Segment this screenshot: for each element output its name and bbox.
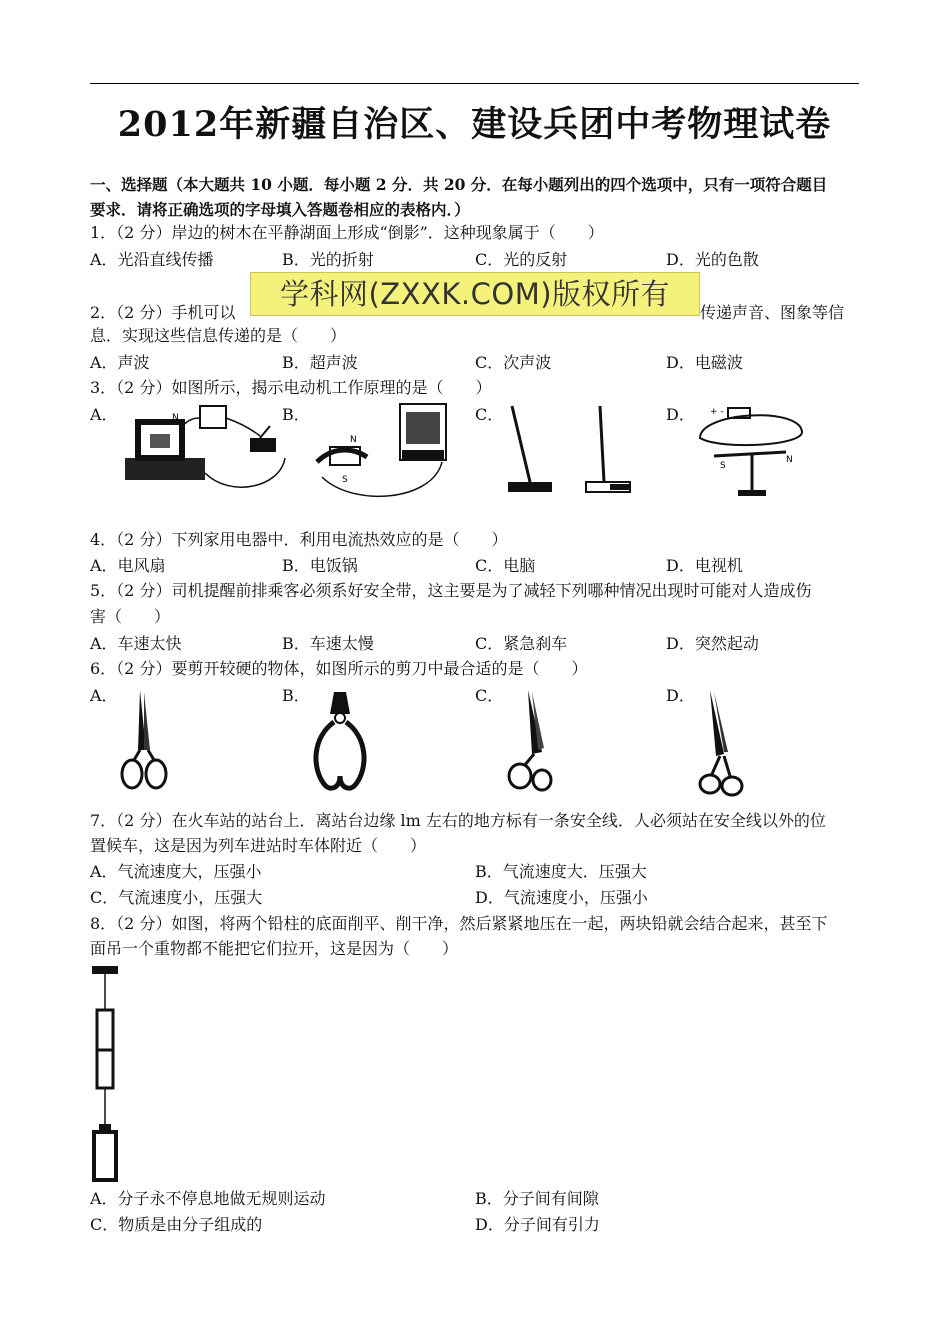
- q2-option-a[interactable]: A．声波: [90, 353, 150, 372]
- q8-option-b[interactable]: B．分子间有间隙: [475, 1189, 599, 1208]
- q3-figure-a-motor-setup-icon: [120, 398, 290, 498]
- q2-option-c[interactable]: C．次声波: [475, 353, 552, 372]
- q3-figure-d-wire-compass-icon: [690, 402, 810, 502]
- q7-option-d[interactable]: D．气流速度小，压强小: [475, 888, 648, 907]
- question-5-stem-line1: 5．（2 分）司机提醒前排乘客必须系好安全带，这主要是为了减轻下列哪种情况出现时可能对人造成伤: [90, 581, 812, 600]
- svg-text:N: N: [172, 413, 179, 423]
- q8-option-d[interactable]: D．分子间有引力: [475, 1215, 600, 1234]
- q8-option-c[interactable]: C．物质是由分子组成的: [90, 1215, 263, 1234]
- q8-option-a[interactable]: A．分子永不停息地做无规则运动: [90, 1189, 326, 1208]
- q3-label-b[interactable]: B．: [282, 405, 310, 424]
- q7-option-b[interactable]: B．气流速度大．压强大: [475, 862, 647, 881]
- watermark-banner: 学科网(ZXXK.COM)版权所有: [250, 272, 700, 316]
- question-1-stem: 1．（2 分）岸边的树木在平静湖面上形成“倒影”．这种现象属于（ ）: [90, 223, 604, 242]
- q8-figure-lead-cylinders-icon: [88, 964, 124, 1184]
- question-8-stem-line2: 面吊一个重物都不能把它们拉开，这是因为（ ）: [90, 939, 459, 958]
- svg-text:+ -: + -: [710, 407, 724, 417]
- q3-figure-c-hanging-rods-icon: [500, 402, 640, 502]
- q5-option-c[interactable]: C．紧急刹车: [475, 634, 568, 653]
- q6-scissors-b-cutter-icon: [310, 688, 370, 800]
- question-6-stem: 6．（2 分）要剪开较硬的物体，如图所示的剪刀中最合适的是（ ）: [90, 659, 588, 678]
- q2-option-b[interactable]: B．超声波: [282, 353, 358, 372]
- question-5-stem-line2: 害（ ）: [90, 607, 171, 626]
- q6-scissors-d-icon: [694, 688, 754, 800]
- question-4-stem: 4．（2 分）下列家用电器中．利用电流热效应的是（ ）: [90, 530, 508, 549]
- q1-option-d[interactable]: D．光的色散: [666, 250, 759, 269]
- q4-option-c[interactable]: C．电脑: [475, 556, 536, 575]
- q7-option-a[interactable]: A．气流速度大，压强小: [90, 862, 262, 881]
- q3-label-a[interactable]: A．: [90, 405, 118, 424]
- svg-text:S: S: [720, 461, 726, 471]
- svg-text:N: N: [786, 455, 793, 465]
- q6-label-b[interactable]: B．: [282, 686, 310, 705]
- question-7-stem-line1: 7．（2 分）在火车站的站台上．离站台边缘 lm 左右的地方标有一条安全线．人必须站在安全线以外的位: [90, 811, 826, 830]
- question-2-stem-start: 2．（2 分）手机可以: [90, 303, 236, 322]
- q7-option-c[interactable]: C．气流速度小，压强大: [90, 888, 263, 907]
- question-7-stem-line2: 置候车，这是因为列车进站时车体附近（ ）: [90, 836, 427, 855]
- section-heading-line2: 要求．请将正确选项的字母填入答题卷相应的表格内．）: [90, 200, 470, 219]
- q6-label-d[interactable]: D．: [666, 686, 695, 705]
- section-heading-line1: 一、选择题（本大题共 10 小题．每小题 2 分．共 20 分．在每小题列出的四个选项中，只有一项符合题目: [90, 175, 828, 194]
- q4-option-a[interactable]: A．电风扇: [90, 556, 166, 575]
- q1-option-b[interactable]: B．光的折射: [282, 250, 374, 269]
- q3-figure-b-galvanometer-icon: [312, 402, 462, 502]
- q2-option-d[interactable]: D．电磁波: [666, 353, 743, 372]
- q4-option-b[interactable]: B．电饭锅: [282, 556, 358, 575]
- svg-text:S: S: [342, 475, 348, 485]
- question-2-stem-line2: 息．实现这些信息传递的是（ ）: [90, 326, 347, 345]
- page-title: 2012年新疆自治区、建设兵团中考物理试卷: [117, 104, 832, 145]
- q3-label-c[interactable]: C．: [475, 405, 504, 424]
- q5-option-d[interactable]: D．突然起动: [666, 634, 759, 653]
- q5-option-b[interactable]: B．车速太慢: [282, 634, 374, 653]
- top-rule: [90, 83, 859, 84]
- q6-label-a[interactable]: A．: [90, 686, 118, 705]
- question-3-stem: 3．（2 分）如图所示，揭示电动机工作原理的是（ ）: [90, 378, 492, 397]
- q1-option-a[interactable]: A．光沿直线传播: [90, 250, 214, 269]
- question-2-stem-end: 传递声音、图象等信: [700, 303, 845, 322]
- q6-scissors-c-icon: [502, 688, 562, 800]
- svg-text:N: N: [350, 435, 357, 445]
- q3-label-d[interactable]: D．: [666, 405, 695, 424]
- q4-option-d[interactable]: D．电视机: [666, 556, 743, 575]
- q6-label-c[interactable]: C．: [475, 686, 504, 705]
- q1-option-c[interactable]: C．光的反射: [475, 250, 568, 269]
- question-8-stem-line1: 8．（2 分）如图，将两个铅柱的底面削平、削干净，然后紧紧地压在一起，两块铅就会结合起来，甚至下: [90, 914, 828, 933]
- q5-option-a[interactable]: A．车速太快: [90, 634, 182, 653]
- q6-scissors-a-icon: [118, 688, 174, 800]
